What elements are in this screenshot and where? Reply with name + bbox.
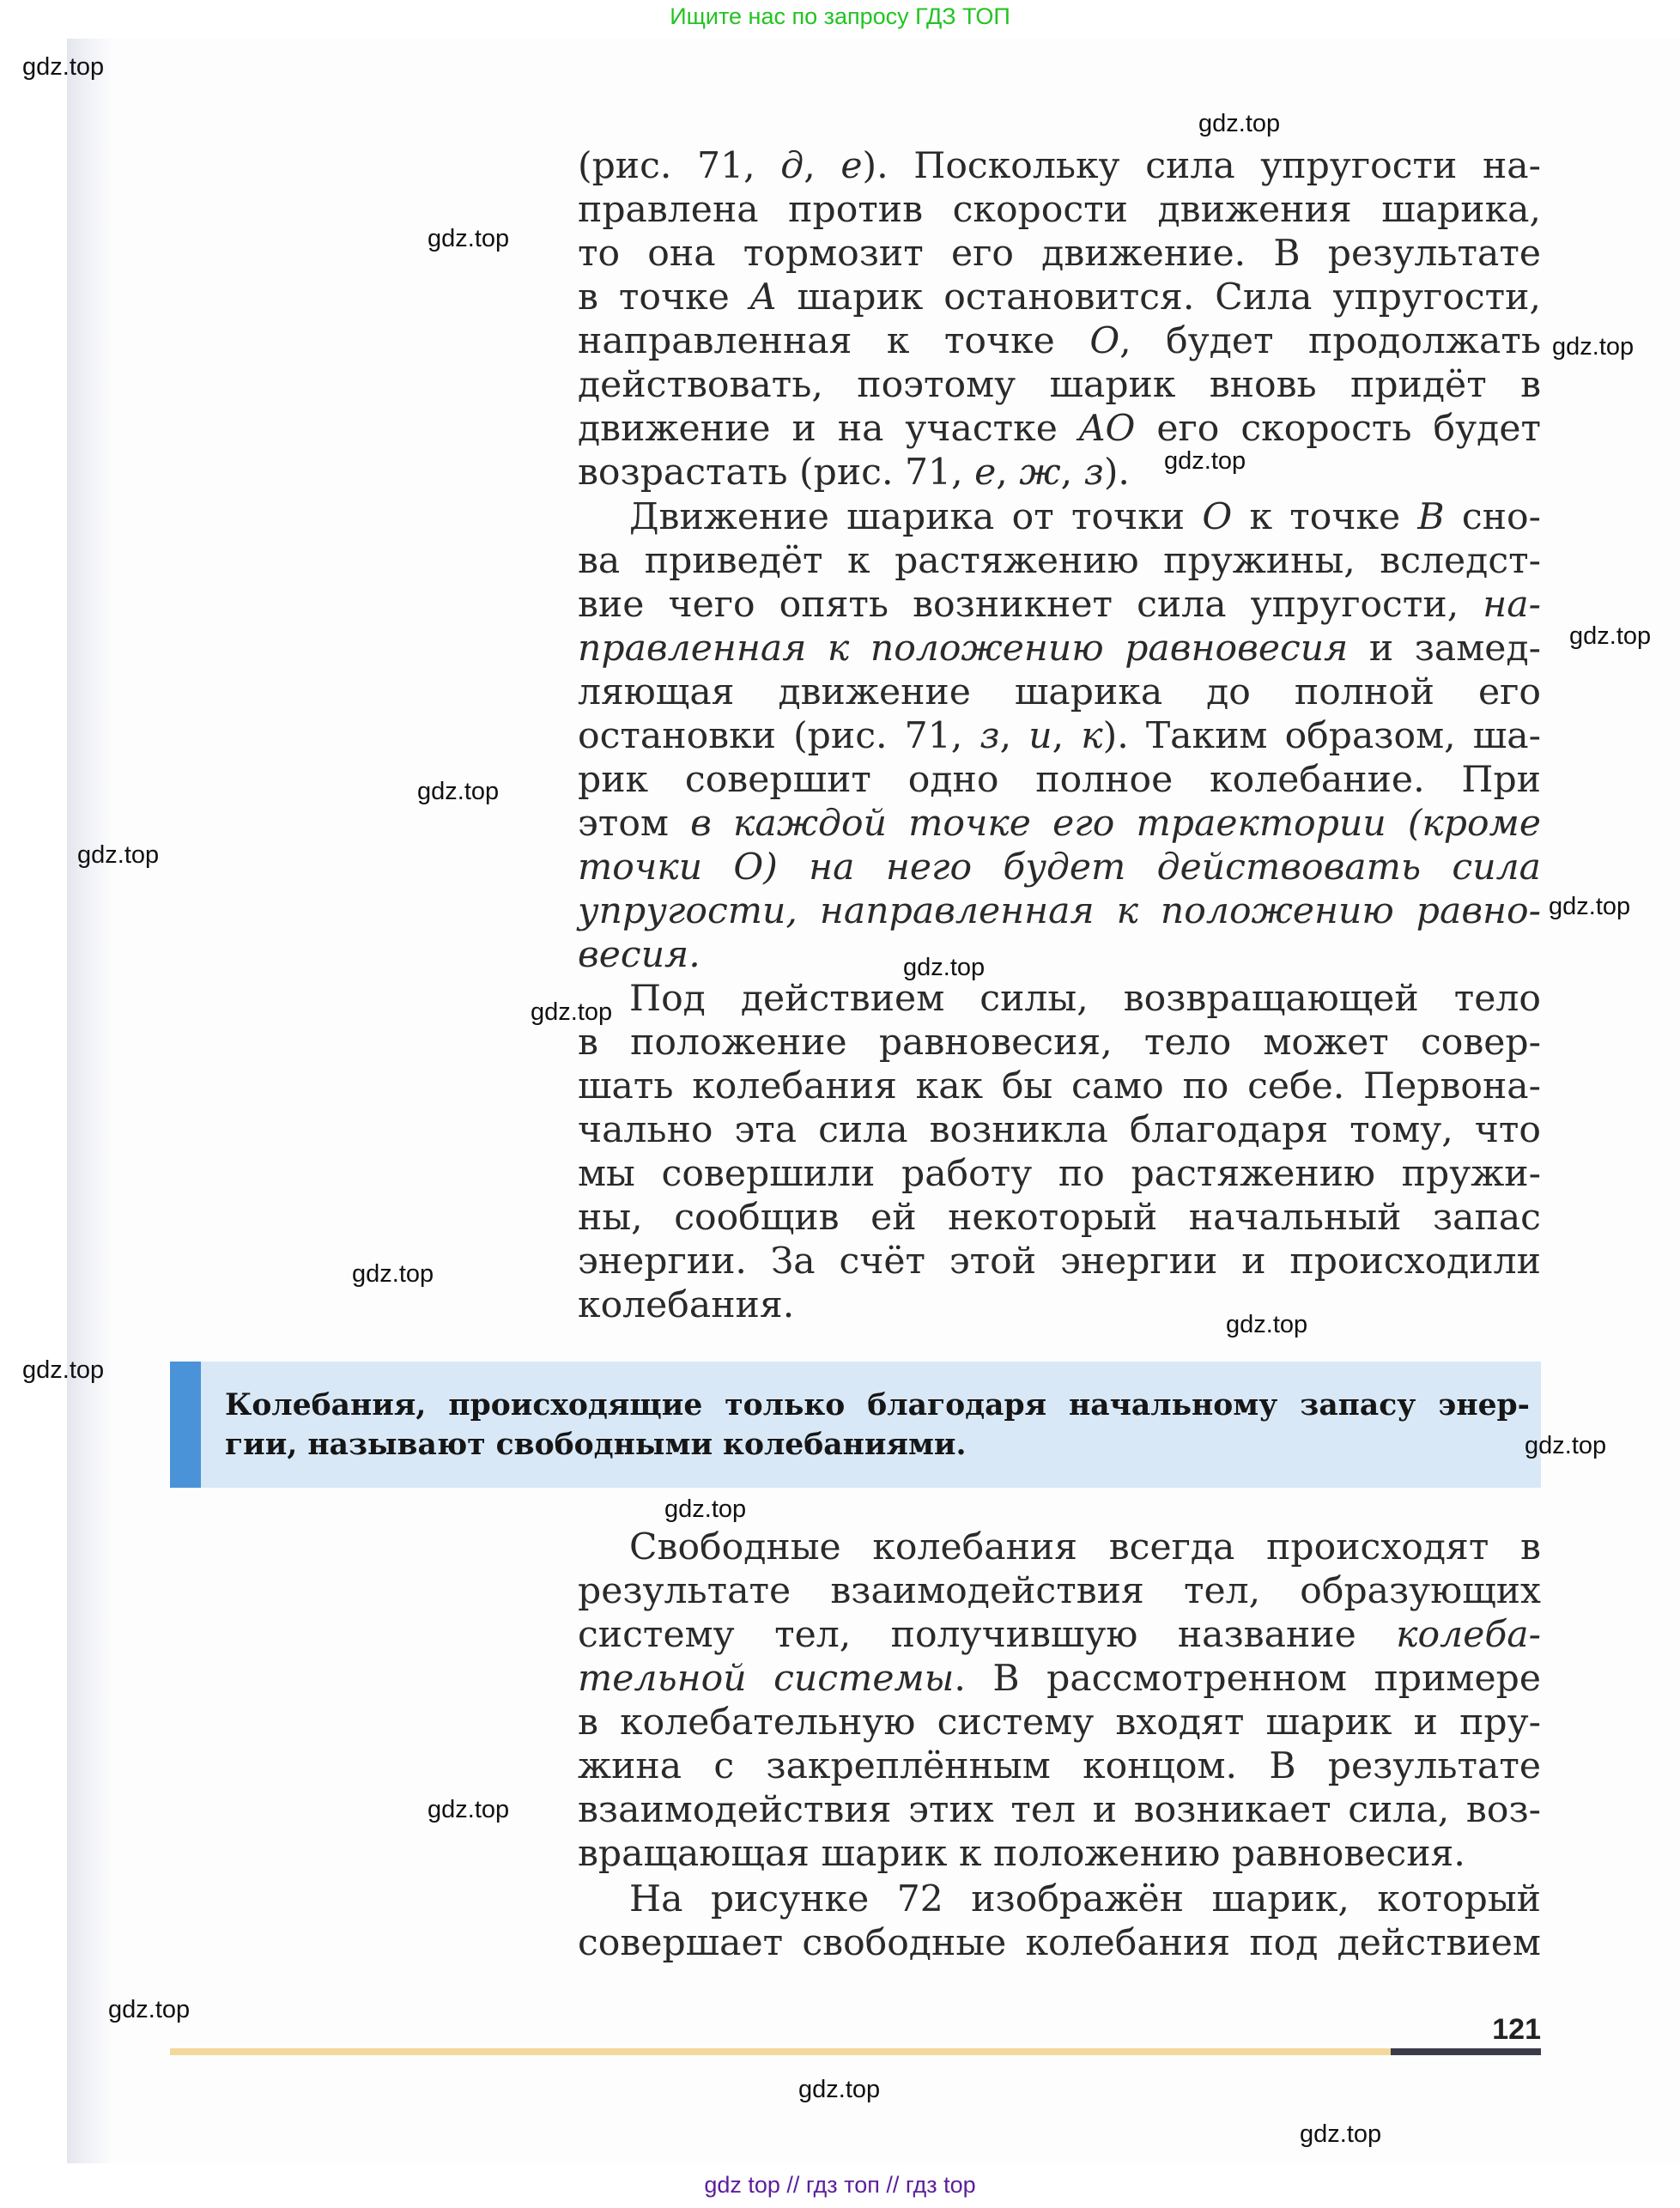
footer-rule-accent: [1391, 2048, 1541, 2055]
definition-line: Колебания, происходящие только благодаря начальному запасу энер-: [225, 1388, 1530, 1422]
text-line: Свободные колебания всегда происходят в: [629, 1526, 1541, 1568]
text-line: точки O) на него будет действовать сила: [578, 846, 1541, 889]
paragraph-text: [578, 1526, 1541, 1876]
watermark: gdz.top: [352, 1260, 434, 1288]
definition-box: [170, 1362, 1541, 1488]
text-line: (рис. 71, д, е). Поскольку сила упругости на-: [578, 145, 1541, 187]
text-line: этом в каждой точке его траектории (кроме: [578, 803, 1541, 845]
watermark: gdz.top: [798, 2076, 881, 2103]
text-line: то она тормозит его движение. В результате: [578, 233, 1541, 275]
text-line: ва приведёт к растяжению пружины, вследст-: [578, 540, 1541, 582]
watermark: gdz.top: [22, 1356, 105, 1384]
text-line: Движение шарика от точки O к точке B сно-: [629, 496, 1541, 538]
footer-rule: [170, 2048, 1391, 2055]
watermark: gdz.top: [1226, 1311, 1308, 1338]
text-line: систему тел, получившую название колеба-: [578, 1614, 1541, 1656]
watermark: gdz.top: [1198, 110, 1281, 137]
paragraph-3: [578, 977, 1541, 1327]
text-line: жина с закреплённым концом. В результате: [578, 1745, 1541, 1787]
paragraph-4: [578, 1526, 1541, 1876]
watermark: gdz.top: [1525, 1432, 1607, 1459]
text-line: в положение равновесия, тело может совер-: [578, 1022, 1541, 1064]
paragraph-5: [578, 1877, 1541, 1965]
watermark: gdz.top: [664, 1495, 747, 1523]
text-line: мы совершили работу по растяжению пружи-: [578, 1153, 1541, 1195]
text-line: в точке A шарик остановится. Сила упругости,: [578, 276, 1541, 318]
footer-watermark: gdz top // гдз топ // гдз top: [704, 2172, 976, 2198]
watermark: gdz.top: [428, 1796, 510, 1823]
paragraph-text: [578, 144, 1541, 494]
text-line: правленная к положению равновесия и замед-: [578, 628, 1541, 670]
text-line: рик совершит одно полное колебание. При: [578, 759, 1541, 801]
paragraph-text: [578, 495, 1541, 977]
text-line: совершает свободные колебания под действием: [578, 1922, 1541, 1964]
definition-line: гии, называют свободными колебаниями.: [225, 1428, 967, 1462]
watermark: gdz.top: [1300, 2120, 1382, 2148]
text-line: ны, сообщив ей некоторый начальный запас: [578, 1197, 1541, 1239]
text-line: весия.: [578, 934, 701, 976]
watermark: gdz.top: [531, 998, 613, 1026]
text-line: ляющая движение шарика до полной его: [578, 671, 1541, 713]
text-line: вие чего опять возникнет сила упругости, на-: [578, 584, 1541, 626]
paragraph-2: [578, 495, 1541, 977]
watermark: gdz.top: [108, 1996, 191, 2023]
text-line: колебания.: [578, 1284, 795, 1326]
paragraph-1: [578, 144, 1541, 494]
text-line: направленная к точке O, будет продолжать: [578, 320, 1541, 362]
watermark: gdz.top: [1569, 622, 1652, 650]
text-line: в колебательную систему входят шарик и пру-: [578, 1701, 1541, 1744]
text-line: упругости, направленная к положению равно-: [578, 890, 1541, 932]
text-line: тельной системы. В рассмотренном примере: [578, 1658, 1541, 1700]
text-line: взаимодействия этих тел и возникает сила, воз-: [578, 1789, 1541, 1831]
text-line: остановки (рис. 71, з, и, к). Таким образом, ша-: [578, 715, 1541, 757]
text-line: движение и на участке AO его скорость будет: [578, 408, 1541, 450]
text-line: вращающая шарик к положению равновесия.: [578, 1833, 1465, 1875]
text-line: шать колебания как бы само по себе. Первона-: [578, 1065, 1541, 1107]
text-line: энергии. За счёт этой энергии и происходили: [578, 1240, 1541, 1283]
paragraph-text: [578, 977, 1541, 1327]
definition-text: [225, 1386, 1530, 1465]
top-banner: Ищите нас по запросу ГДЗ ТОП: [670, 3, 1010, 29]
text-line: результате взаимодействия тел, образующих: [578, 1570, 1541, 1612]
watermark: gdz.top: [77, 841, 160, 869]
text-line: Под действием силы, возвращающей тело: [629, 978, 1541, 1020]
text-line: чально эта сила возникла благодаря тому, что: [578, 1109, 1541, 1151]
watermark: gdz.top: [1549, 893, 1631, 920]
watermark: gdz.top: [22, 53, 105, 81]
definition-accent-bar: [170, 1362, 201, 1488]
page-number: 121: [1492, 2013, 1541, 2046]
watermark: gdz.top: [903, 954, 986, 981]
paragraph-text: [578, 1877, 1541, 1965]
text-line: действовать, поэтому шарик вновь придёт в: [578, 364, 1541, 406]
watermark: gdz.top: [1552, 333, 1635, 361]
watermark: gdz.top: [417, 778, 500, 805]
page-binding-shadow: [67, 39, 110, 2163]
text-line: На рисунке 72 изображён шарик, который: [629, 1878, 1541, 1920]
watermark: gdz.top: [428, 225, 510, 252]
watermark: gdz.top: [1164, 447, 1246, 475]
text-line: правлена против скорости движения шарика,: [578, 189, 1541, 231]
text-line: возрастать (рис. 71, е, ж, з).: [578, 452, 1130, 494]
